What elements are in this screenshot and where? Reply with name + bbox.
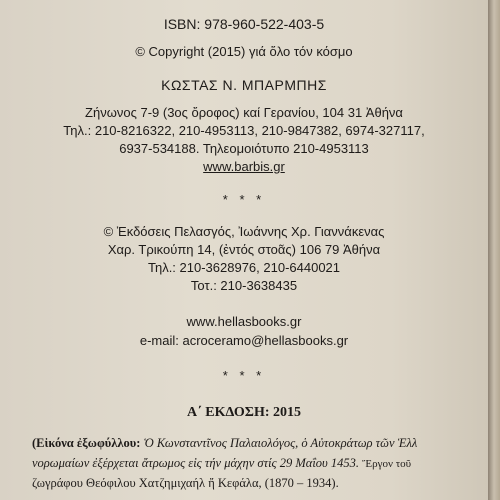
publisher-address: Ζήνωνος 7-9 (3ος ὄροφος) καί Γερανίου, 104 31 Ἀθήνα (85, 105, 403, 120)
pelasgos-phones: Τηλ.: 210-3628976, 210-6440021 (147, 260, 341, 275)
cover-caption-text: Ἔργον τοῦ (362, 458, 412, 470)
publisher-name: ΚΩΣΤΑΣ Ν. ΜΠΑΡΜΠΗΣ (161, 77, 327, 93)
pelasgos-address: Χαρ. Τρικούπη 14, (ἐντός στοᾶς) 106 79 Ἀθήνα (107, 242, 381, 257)
copyright-notice: © Copyright (2015) γιά ὅλο τόν κόσμο (135, 44, 353, 59)
cover-caption-line-1 (32, 436, 417, 451)
publisher-phones-1: Τηλ.: 210-8216322, 210-4953113, 210-9847382, 6974-327117, (63, 123, 425, 138)
cover-caption-line-2 (32, 456, 411, 471)
cover-caption-label: (Εἰκόνα ἐξωφύλλου: (32, 436, 141, 450)
email-address[interactable]: e-mail: acroceramo@hellasbooks.gr (139, 333, 349, 348)
publisher-website-link[interactable]: www.barbis.gr (203, 159, 285, 174)
hellasbooks-website-link[interactable]: www.hellasbooks.gr (186, 314, 302, 329)
edition: Α΄ ΕΚΔΟΣΗ: 2015 (186, 405, 302, 420)
cover-caption-line-3: ζωγράφου Θεόφιλου Χατζημιχαήλ ἤ Κεφάλα, (1870 – 1934). (32, 476, 339, 490)
separator: * * * (222, 192, 266, 207)
separator: * * * (222, 368, 266, 383)
publisher-phones-2: 6937-534188. Τηλεομοιότυπο 210-4953113 (119, 141, 369, 156)
book-page-edge (488, 0, 500, 500)
pelasgos-name: © Ἐκδόσεις Πελασγός, Ἰωάννης Χρ. Γιαννάκενας (103, 224, 385, 239)
cover-caption-text: νορωμαίων ἐξέρχεται ἄτρωμος εἰς τήν μάχην στίς 29 Μαΐου 1453. (32, 456, 360, 470)
isbn: ISBN: 978-960-522-403-5 (163, 16, 325, 32)
pelasgos-fax: Τοτ.: 210-3638435 (190, 278, 298, 293)
cover-caption-text: Ὁ Κωνσταντῖνος Παλαιολόγος, ὁ Αὐτοκράτωρ τῶν Ἑλλ (143, 436, 418, 450)
